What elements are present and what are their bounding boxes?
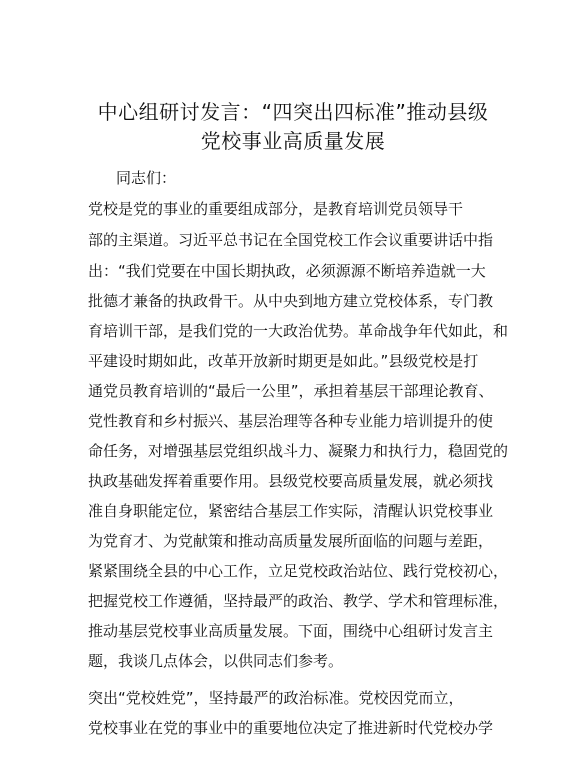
body-line: 批德才兼备的执政骨干。从中央到地方建立党校体系，专门教 [88,292,494,310]
body-line: 党校是党的事业的重要组成部分，是教育培训党员领导干 [88,200,464,218]
body-line: 突出“党校姓党”，坚持最严的政治标准。党校因党而立， [88,689,464,707]
body-line: 命任务，对增强基层党组织战斗力、凝聚力和执行力，稳固党的 [88,442,509,460]
body-line: 通党员教育培训的“最后一公里”，承担着基层干部理论教育、 [88,382,494,400]
salutation: 同志们： [116,169,177,187]
body-line: 出：“我们党要在中国长期执政，必须源源不断培养造就一大 [88,262,486,280]
body-line: 把握党校工作遵循，坚持最严的政治、教学、学术和管理标准， [88,592,509,610]
body-line: 党性教育和乡村振兴、基层治理等各种专业能力培训提升的使 [88,412,494,430]
body-line: 推动基层党校事业高质量发展。下面，围绕中心组研讨发言主 [88,622,494,640]
body-line: 题，我谈几点体会，以供同志们参考。 [88,652,344,670]
body-line: 紧紧围绕全县的中心工作，立足党校政治站位、践行党校初心， [88,562,509,580]
body-line: 为党育才、为党献策和推动高质量发展所面临的问题与差距， [88,532,494,550]
body-line: 准自身职能定位，紧密结合基层工作实际，清醒认识党校事业 [88,502,494,520]
document-title-line-1: 中心组研讨发言：“四突出四标准”推动县级 [97,100,489,124]
body-line: 执政基础发挥着重要作用。县级党校要高质量发展，就必须找 [88,472,494,490]
body-line: 部的主渠道。习近平总书记在全国党校工作会议重要讲话中指 [88,231,494,249]
document-title-line-2: 党校事业高质量发展 [200,129,386,153]
body-line: 育培训干部，是我们党的一大政治优势。革命战争年代如此，和 [88,322,509,340]
body-line: 平建设时期如此，改革开放新时期更是如此。”县级党校是打 [88,352,479,370]
body-line: 党校事业在党的事业中的重要地位决定了推进新时代党校办学 [88,719,494,737]
